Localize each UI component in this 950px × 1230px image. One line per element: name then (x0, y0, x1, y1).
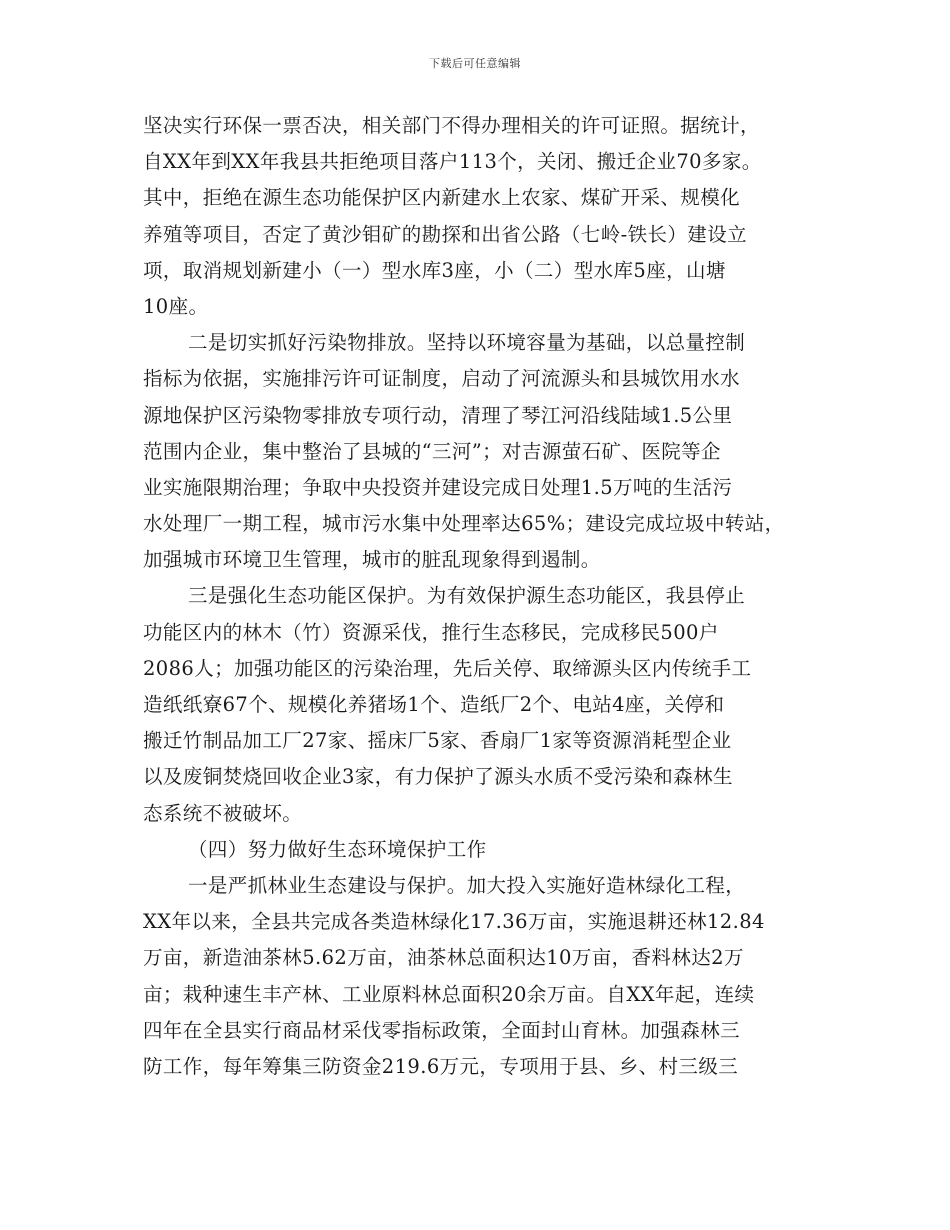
text-line: 以及废铜焚烧回收企业3家，有力保护了源头水质不受污染和森林生 (143, 765, 733, 789)
text-line: 项，取消规划新建小（一）型水库3座，小（二）型水库5座，山塘 (143, 258, 726, 282)
download-note: 下载后可任意编辑 (429, 57, 521, 70)
paragraph-start-line: 三是强化生态功能区保护。为有效保护源生态功能区，我县停止 (188, 584, 746, 608)
text-line: 10座。 (143, 294, 209, 318)
text-line: 其中，拒绝在源生态功能保护区内新建水上农家、煤矿开采、规模化 (143, 186, 741, 210)
text-line: XX年以来，全县共完成各类造林绿化17.36万亩，实施退耕还林12.84 (143, 910, 765, 934)
document-body (143, 108, 943, 1085)
text-line: 坚决实行环保一票否决，相关部门不得办理相关的许可证照。据统计， (143, 114, 760, 137)
text-line: 水处理厂一期工程，城市污水集中处理率达65%；建设完成垃圾中转站， (143, 512, 785, 536)
text-line: 自XX年到XX年我县共拒绝项目落户113个，关闭、搬迁企业70多家。 (143, 150, 762, 174)
text-line: 2086人；加强功能区的污染治理，先后关停、取缔源头区内传统手工 (143, 656, 752, 680)
text-line: 造纸纸寮67个、规模化养猪场1个、造纸厂2个、电站4座，关停和 (143, 693, 725, 716)
text-line: 范围内企业，集中整治了县城的“三河”；对吉源萤石矿、医院等企 (143, 439, 721, 463)
paragraph-start-line: 二是切实抓好污染物排放。坚持以环境容量为基础，以总量控制 (188, 331, 746, 355)
text-line: 养殖等项目，否定了黄沙钼矿的勘探和出省公路（七岭-铁长）建设立 (143, 222, 747, 246)
text-line: 指标为依据，实施排污许可证制度，启动了河流源头和县城饮用水水 (143, 367, 741, 391)
text-line: 源地保护区污染物零排放专项行动，清理了琴江河沿线陆域1.5公里 (143, 403, 733, 427)
text-line: 四年在全县实行商品材采伐零指标政策，全面封山育林。加强森林三 (143, 1018, 741, 1042)
section-heading: （四）努力做好生态环境保护工作 (188, 837, 487, 861)
text-line: 防工作，每年筹集三防资金219.6万元，专项用于县、乡、村三级三 (143, 1054, 739, 1078)
text-line: 加强城市环境卫生管理，城市的脏乱现象得到遏制。 (143, 548, 601, 572)
text-line: 万亩，新造油茶林5.62万亩，油茶林总面积达10万亩，香料林达2万 (143, 946, 744, 970)
text-line: 搬迁竹制品加工厂27家、摇床厂5家、香扇厂1家等资源消耗型企业 (143, 729, 732, 753)
text-line: 业实施限期治理；争取中央投资并建设完成日处理1.5万吨的生活污 (143, 475, 733, 499)
paragraph-start-line: 一是严抓林业生态建设与保护。加大投入实施好造林绿化工程， (188, 873, 746, 897)
text-line: 亩；栽种速生丰产林、工业原料林总面积20余万亩。自XX年起，连续 (143, 982, 755, 1006)
text-line: 功能区内的林木（竹）资源采伐，推行生态移民，完成移民500户 (143, 620, 719, 644)
text-line: 态系统不被破坏。 (143, 801, 303, 825)
